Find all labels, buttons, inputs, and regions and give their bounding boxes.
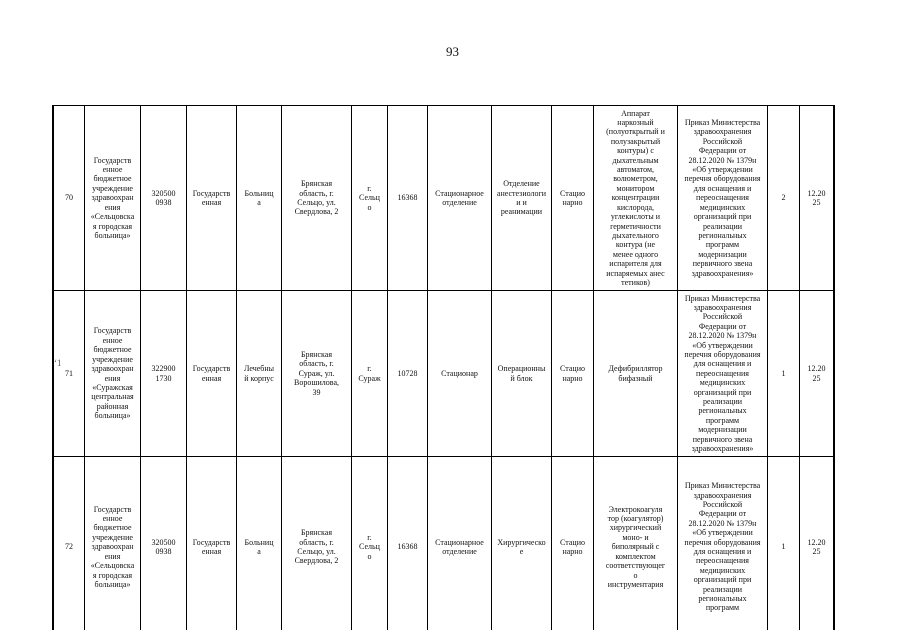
cell-code: 322900 1730: [141, 291, 187, 457]
cell-care-type: Стацио нарно: [552, 457, 594, 631]
cell-object: Лечебны й корпус: [237, 291, 282, 457]
cell-quantity: 1: [768, 291, 800, 457]
cell-no: 70: [54, 106, 85, 291]
table-row: [54, 291, 834, 457]
cell-no: 72: [54, 457, 85, 631]
cell-date: 12.20 25: [800, 457, 834, 631]
cell-oktmo: 16368: [388, 457, 428, 631]
cell-date: 12.20 25: [800, 106, 834, 291]
cell-quantity: 1: [768, 457, 800, 631]
cell-oktmo: 10728: [388, 291, 428, 457]
table-row: [54, 106, 834, 291]
equipment-table: [53, 105, 834, 630]
cell-ownership: Государств енная: [187, 291, 237, 457]
equipment-table-container: [52, 105, 835, 630]
cell-institution: Государств енное бюджетное учреждение здравоохран ения «Суражская центральная районная больница»: [85, 291, 141, 457]
margin-mark: ‘1: [54, 358, 62, 368]
cell-unit: Стационарное отделение: [428, 106, 492, 291]
cell-department: Отделение анестезиологи и и реанимации: [492, 106, 552, 291]
cell-ownership: Государств енная: [187, 106, 237, 291]
cell-oktmo: 16368: [388, 106, 428, 291]
cell-institution: Государств енное бюджетное учреждение здравоохран ения «Сельцовска я городская больница»: [85, 457, 141, 631]
cell-quantity: 2: [768, 106, 800, 291]
cell-department: Хирургическо е: [492, 457, 552, 631]
cell-equipment: Аппарат наркозный (полуоткрытый и полузакрытый контуры) с дыхательным автоматом, волюметром, монитором концентрации кислорода, углекислоты и герметичности дыхательного контура (не менее одного испарителя для испаряемых анес тетиков): [594, 106, 678, 291]
cell-equipment: Дефибриллятор бифазный: [594, 291, 678, 457]
cell-address: Брянская область, г. Сельцо, ул. Свердлова, 2: [282, 457, 352, 631]
page-number: 93: [446, 44, 459, 59]
cell-city: г. Сураж: [352, 291, 388, 457]
cell-city: г. Сельц о: [352, 457, 388, 631]
cell-address: Брянская область, г. Сельцо, ул. Свердлова, 2: [282, 106, 352, 291]
cell-object: Больниц а: [237, 106, 282, 291]
cell-object: Больниц а: [237, 457, 282, 631]
cell-department: Операционны й блок: [492, 291, 552, 457]
cell-order: Приказ Министерства здравоохранения Российской Федерации от 28.12.2020 № 1379н «Об утверждении перечня оборудования для оснащения и переоснащения медицинских организаций при реализации региональных программ: [678, 457, 768, 631]
cell-ownership: Государств енная: [187, 457, 237, 631]
cell-unit: Стационарное отделение: [428, 457, 492, 631]
cell-city: г. Сельц о: [352, 106, 388, 291]
cell-order: Приказ Министерства здравоохранения Российской Федерации от 28.12.2020 № 1379н «Об утверждении перечня оборудования для оснащения и переоснащения медицинских организаций при реализации региональных программ модернизации первичного звена здравоохранения»: [678, 291, 768, 457]
cell-equipment: Электрокоагуля тор (коагулятор) хирургический моно- и биполярный с комплектом соответствующег о инструментария: [594, 457, 678, 631]
cell-date: 12.20 25: [800, 291, 834, 457]
cell-address: Брянская область, г. Сураж, ул. Ворошилова, 39: [282, 291, 352, 457]
cell-code: 320500 0938: [141, 106, 187, 291]
cell-order: Приказ Министерства здравоохранения Российской Федерации от 28.12.2020 № 1379н «Об утверждении перечня оборудования для оснащения и переоснащения медицинских организаций при реализации региональных программ модернизации первичного звена здравоохранения»: [678, 106, 768, 291]
table-row: [54, 457, 834, 631]
cell-unit: Стационар: [428, 291, 492, 457]
cell-no: 71: [54, 291, 85, 457]
cell-institution: Государств енное бюджетное учреждение здравоохран ения «Сельцовска я городская больница»: [85, 106, 141, 291]
cell-care-type: Стацио нарно: [552, 291, 594, 457]
cell-code: 320500 0938: [141, 457, 187, 631]
cell-care-type: Стацио нарно: [552, 106, 594, 291]
